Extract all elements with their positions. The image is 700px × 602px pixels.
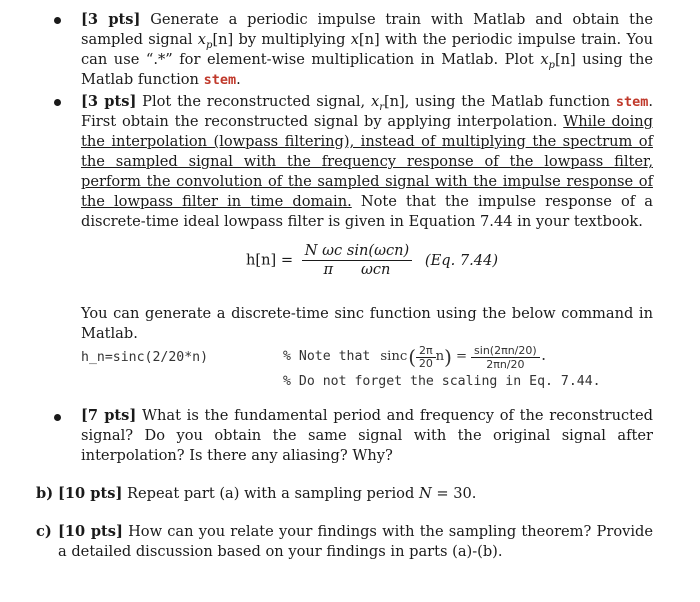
- equation-numerator: N ωc sin(ωcn): [302, 242, 413, 261]
- matlab-command: h_n=sinc(2/20*n): [81, 350, 209, 365]
- sinc-intro-text: You can generate a discrete-time sinc function using the below command in Matlab.: [81, 305, 653, 342]
- sinc-note: % Note that sinc ( $\frac{2\pi}{20}$ n ) = $\frac{\sin(2\pi n/20)}{2\pi n/20}$ .: [283, 343, 548, 371]
- bullet-marker: [54, 99, 61, 106]
- code-keyword-stem: stem: [615, 94, 649, 110]
- underlined-instruction: While doing the interpolation (lowpass filtering), instead of multiplying the spectrum of the sampled signal with the frequency response of the lowpass filter, perform the convolution of the sampled signal with the impulse response of the lowpass filter in time domain.: [81, 113, 653, 210]
- item-text: Generate a periodic impulse train with Matlab and obtain the sampled signal: [81, 11, 653, 48]
- equation-denominator: π ωcn: [323, 261, 391, 278]
- item-reconstruct-signal: [3 pts] Plot the reconstructed signal, $x_r[n]$, using the Matlab function stem. First obtain the reconstructed signal by applying interpolation. While doing the interpolation (lowpass filtering), instead of multiplying the spectrum of the sampled signal with the frequency response of the lowpass filter, perform the convolution of the sampled signal with the impulse response of the lowpass filter in time domain. Note that the impulse response of a discrete-time ideal lowpass filter is given in Equation 7.44 in your textbook.: [81, 93, 653, 230]
- equation-lhs: h[n] =: [246, 251, 294, 269]
- code-keyword-stem: stem: [203, 72, 237, 88]
- scaling-comment: % Do not forget the scaling in Eq. 7.44.: [283, 374, 601, 389]
- item-generate-impulse-train: [3 pts] Generate a periodic impulse train with Matlab and obtain the sampled signal $x_p[n]$ by multiplying x[n] with the periodic impulse train. You can use “.*” for element-wise multiplication in Matlab. Plot $x_p[n]$ using the Matlab function stem.: [81, 11, 654, 88]
- item-fundamental-period: [7 pts] What is the fundamental period and frequency of the reconstructed signal? Do you obtain the same signal with the original signal after interpolation? Is there any aliasing? Why?: [81, 407, 653, 464]
- bullet-marker: [54, 17, 61, 24]
- equation-fraction: [302, 242, 413, 279]
- bullet-marker: [54, 414, 61, 421]
- points-label: [7 pts]: [81, 407, 137, 424]
- part-b-text: [10 pts] Repeat part (a) with a sampling period N = 30.: [58, 485, 477, 502]
- part-c-text: [10 pts] How can you relate your findings with the sampling theorem? Provide a detailed discussion based on your findings in parts (a)-(b).: [58, 523, 653, 560]
- points-label: [3 pts]: [81, 11, 141, 28]
- points-label: [10 pts]: [58, 485, 123, 502]
- points-label: [3 pts]: [81, 93, 137, 110]
- points-label: [10 pts]: [58, 523, 123, 540]
- part-b-label: b): [36, 485, 54, 502]
- equation-7-44: [246, 242, 566, 290]
- equation-reference: (Eq. 7.44): [424, 251, 499, 269]
- part-c-label: c): [36, 523, 52, 540]
